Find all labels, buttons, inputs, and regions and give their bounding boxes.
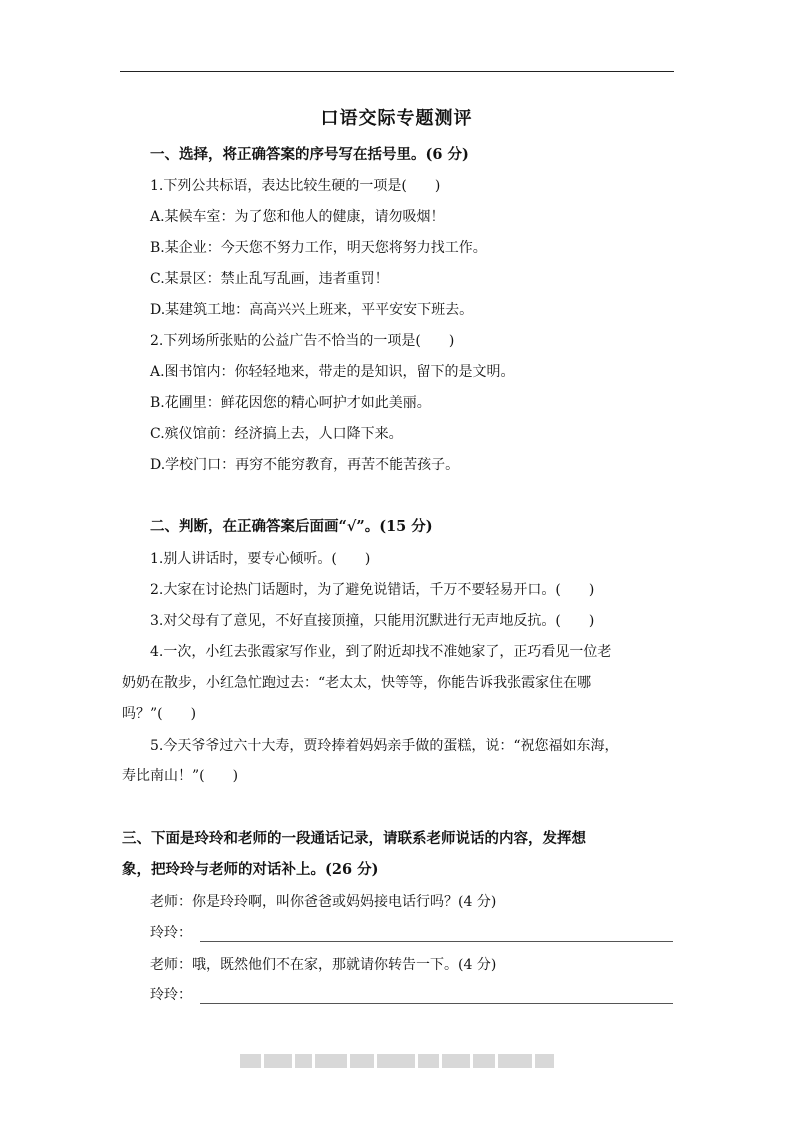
- teacher-line-2: 老师：哦，既然他们不在家，那就请你转告一下。(4 分): [150, 957, 497, 973]
- q2-option-c: C.殡仪馆前：经济搞上去，人口降下来。: [150, 426, 403, 442]
- section-3-heading-line2: 象，把玲玲与老师的对话补上。(26 分): [122, 861, 379, 878]
- header-rule: [120, 71, 674, 72]
- lingling-answer-row-1: [150, 923, 673, 945]
- judge-q1: 1.别人讲话时，要专心倾听。( ): [150, 551, 371, 567]
- q1-stem: 1.下列公共标语，表达比较生硬的一项是( ): [150, 178, 441, 194]
- blurred-footer-watermark: [240, 1054, 554, 1068]
- page-title: 口语交际专题测评: [320, 108, 473, 129]
- q1-option-d: D.某建筑工地：高高兴兴上班来，平平安安下班去。: [150, 302, 474, 318]
- q1-option-a: A.某候车室：为了您和他人的健康，请勿吸烟！: [150, 209, 445, 225]
- q1-option-b: B.某企业：今天您不努力工作，明天您将努力找工作。: [150, 240, 487, 256]
- judge-q4-line2: 奶奶在散步，小红急忙跑过去：“老太太，快等等，你能告诉我张霞家住在哪: [122, 675, 592, 691]
- q1-option-c: C.某景区：禁止乱写乱画，违者重罚！: [150, 271, 389, 287]
- answer-blank-1[interactable]: [200, 941, 673, 942]
- teacher-line-1: 老师：你是玲玲啊，叫你爸爸或妈妈接电话行吗？(4 分): [150, 894, 497, 910]
- judge-q4-line3: 吗？”( ): [122, 706, 197, 722]
- q2-stem: 2.下列场所张贴的公益广告不恰当的一项是( ): [150, 333, 455, 349]
- lingling-label-2: 玲玲：: [150, 987, 192, 1003]
- section-1-heading: 一、选择，将正确答案的序号写在括号里。(6 分): [150, 146, 469, 163]
- judge-q5-line2: 寿比南山！”( ): [122, 768, 239, 784]
- lingling-label-1: 玲玲：: [150, 925, 192, 941]
- q2-option-b: B.花圃里：鲜花因您的精心呵护才如此美丽。: [150, 395, 431, 411]
- answer-blank-2[interactable]: [200, 1003, 673, 1004]
- judge-q3: 3.对父母有了意见，不好直接顶撞，只能用沉默进行无声地反抗。( ): [150, 613, 595, 629]
- q2-option-a: A.图书馆内：你轻轻地来，带走的是知识，留下的是文明。: [150, 364, 515, 380]
- section-2-heading: 二、判断，在正确答案后面画“√”。(15 分): [150, 518, 433, 535]
- judge-q5-line1: 5.今天爷爷过六十大寿，贾玲捧着妈妈亲手做的蛋糕，说：“祝您福如东海，: [150, 738, 619, 754]
- lingling-answer-row-2: [150, 985, 673, 1007]
- section-3-heading-line1: 三、下面是玲玲和老师的一段通话记录，请联系老师说话的内容，发挥想: [122, 830, 586, 847]
- judge-q2: 2.大家在讨论热门话题时，为了避免说错话，千万不要轻易开口。( ): [150, 582, 595, 598]
- q2-option-d: D.学校门口：再穷不能穷教育，再苦不能苦孩子。: [150, 457, 460, 473]
- judge-q4-line1: 4.一次，小红去张霞家写作业，到了附近却找不准她家了，正巧看见一位老: [150, 644, 612, 660]
